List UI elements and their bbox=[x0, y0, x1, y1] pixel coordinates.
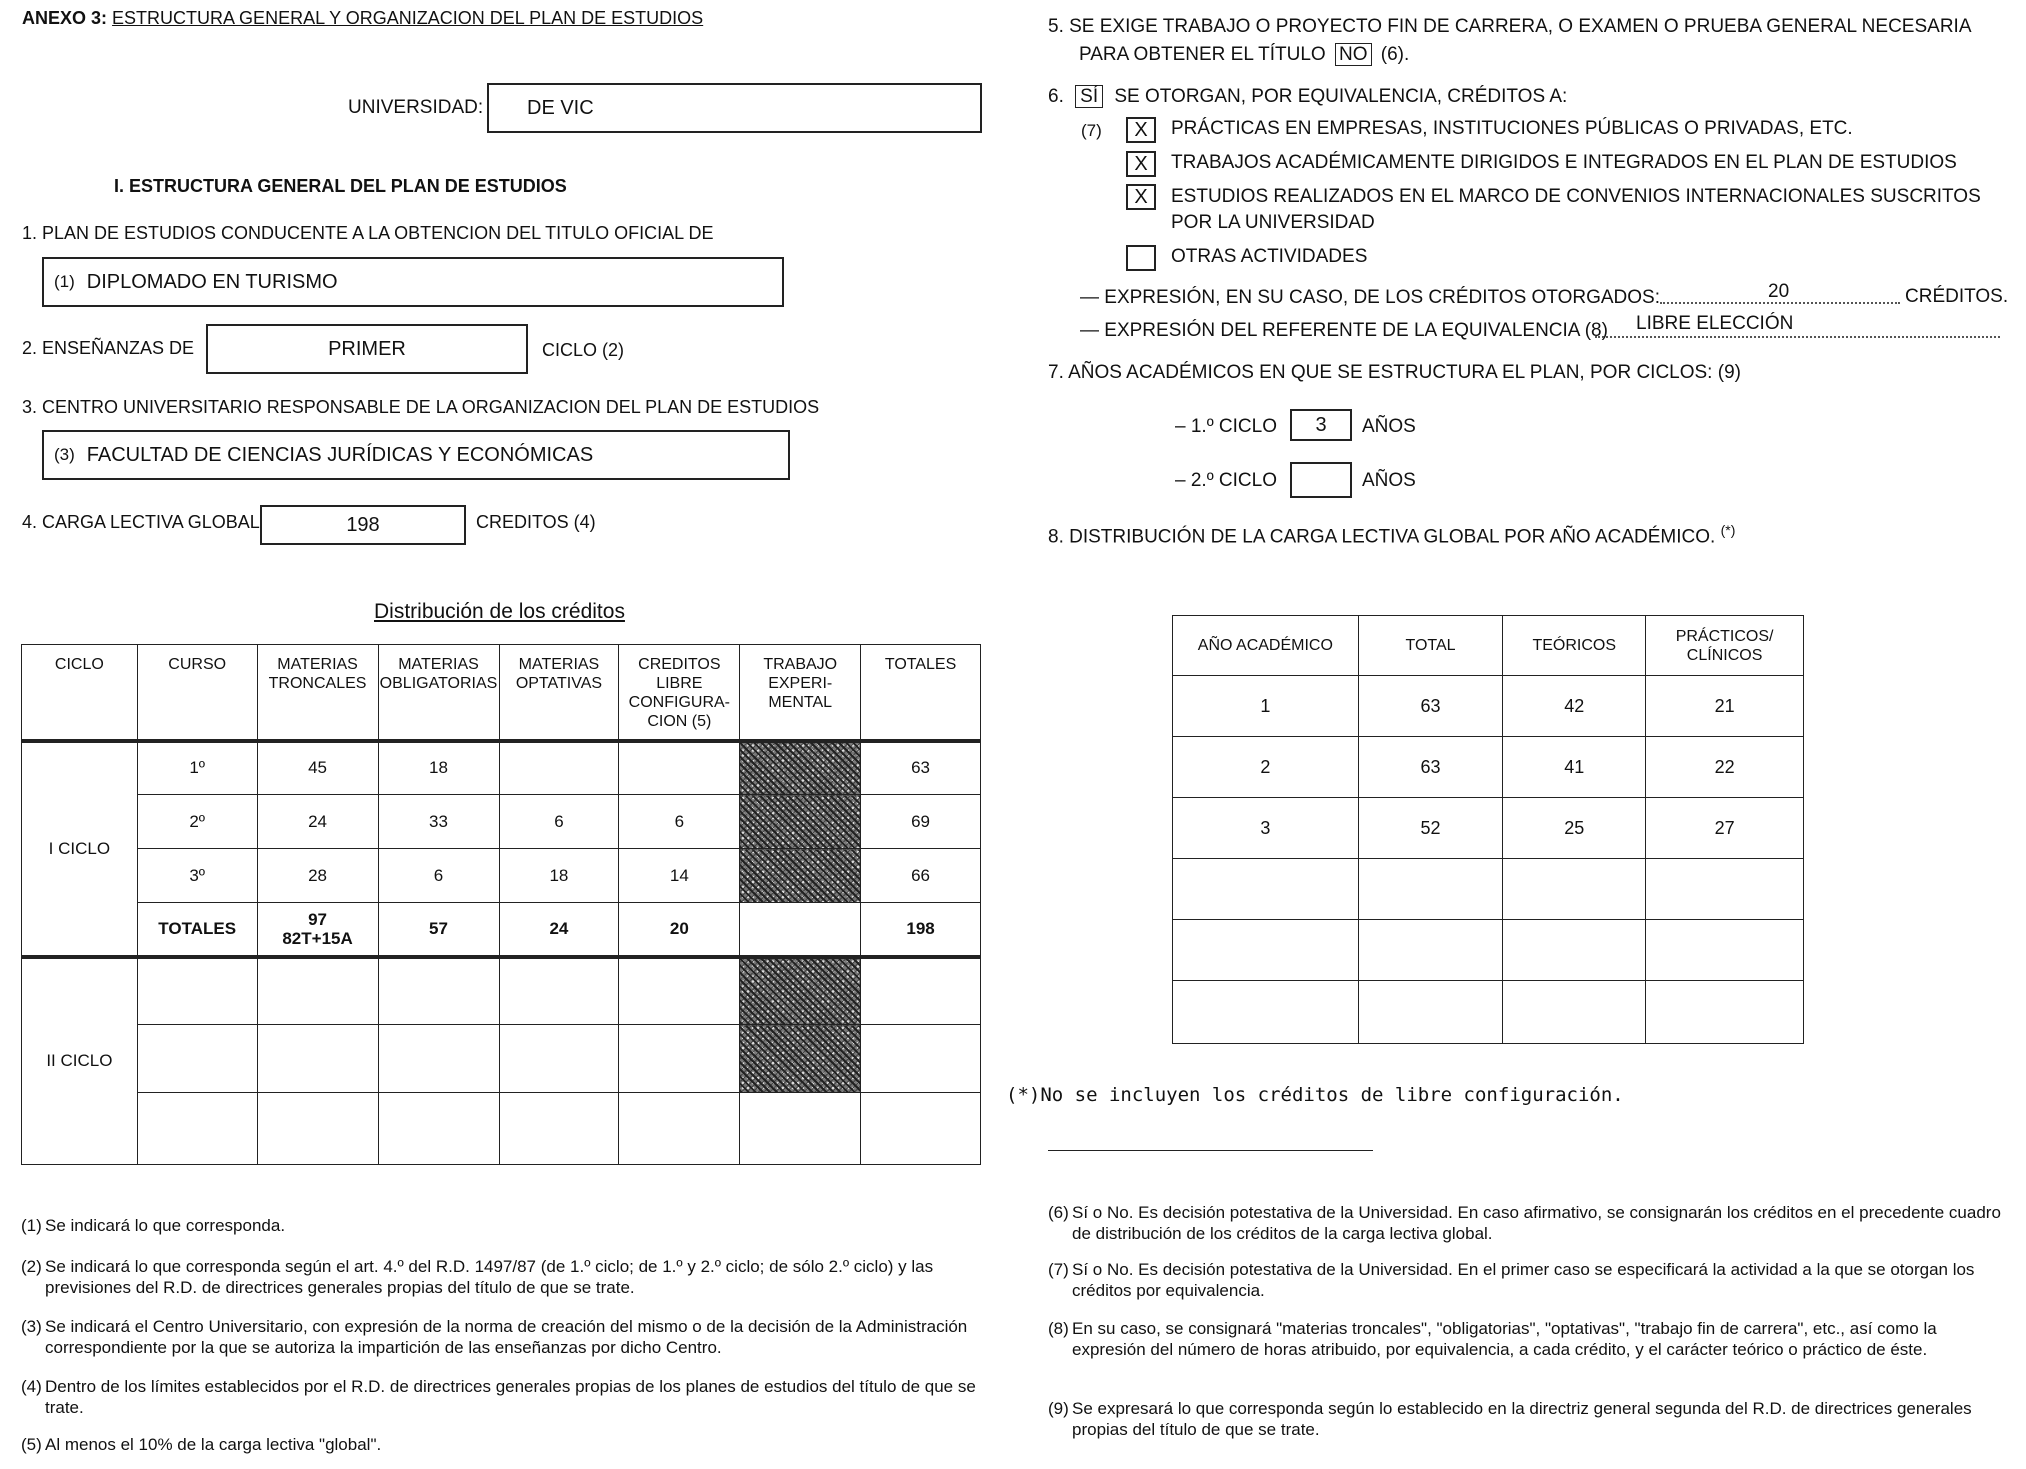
trabajo-hatched-cell bbox=[740, 741, 861, 795]
empty-cell bbox=[861, 1025, 981, 1093]
empty-cell bbox=[499, 1093, 619, 1165]
dist-title: Distribución de los créditos bbox=[374, 600, 625, 623]
footnote-text: Sí o No. Es decisión potestativa de la Universidad. En caso afirmativo, se consignarán los créditos en el precedente cuadro de distribución de los créditos de la carga lectiva global. bbox=[1072, 1203, 2001, 1243]
footnote-text: En su caso, se consignará "materias troncales", "obligatorias", "optativas", "trabajo fin de carrera", etc., así como la expresión del número de horas atribuido, por equivalencia, a cada crédito, y el carácter teórico o práctico de éste. bbox=[1072, 1319, 1937, 1359]
total-cell: 52 bbox=[1358, 798, 1503, 859]
empty-cell bbox=[1646, 859, 1804, 920]
teoricos-cell: 41 bbox=[1503, 737, 1646, 798]
item6-si-box: SÍ bbox=[1075, 85, 1103, 108]
distribucion-creditos-table bbox=[21, 644, 981, 1165]
check-practicas: X bbox=[1126, 117, 1156, 143]
item4-suffix: CREDITOS (4) bbox=[476, 512, 596, 532]
footnote-7 bbox=[1048, 1259, 2010, 1301]
ciclo1-anios-field bbox=[1290, 409, 1352, 441]
totales-cell: 66 bbox=[861, 849, 981, 903]
item6-line bbox=[1048, 86, 1567, 108]
totals-troncales-detail: 82T+15A bbox=[282, 928, 353, 948]
table-row bbox=[1173, 859, 1804, 920]
ensenanzas-value: PRIMER bbox=[328, 337, 406, 360]
empty-cell bbox=[1358, 859, 1503, 920]
empty-cell bbox=[257, 1093, 378, 1165]
empty-cell bbox=[619, 1093, 740, 1165]
footnote-text: Se expresará lo que corresponda según lo establecido en la directriz general segunda del R.D. de directrices generales propias del título de que se trate. bbox=[1072, 1399, 1972, 1439]
dist-header-trabajo: TRABAJO EXPERI- MENTAL bbox=[740, 645, 861, 741]
anio-header-teoricos: TEÓRICOS bbox=[1503, 616, 1646, 676]
empty-cell bbox=[1503, 981, 1646, 1044]
ciclo2-cell: II CICLO bbox=[22, 957, 138, 1165]
check-trabajos-label: TRABAJOS ACADÉMICAMENTE DIRIGIDOS E INTEGRADOS EN EL PLAN DE ESTUDIOS bbox=[1171, 152, 1957, 173]
dist-header-row bbox=[22, 645, 981, 741]
check-otras-label: OTRAS ACTIVIDADES bbox=[1171, 246, 1368, 267]
empty-cell bbox=[1503, 859, 1646, 920]
footnote-num: (5) bbox=[21, 1435, 42, 1454]
optativas-cell: 18 bbox=[499, 849, 619, 903]
dist-header-libre: CREDITOS LIBRE CONFIGURA- CION (5) bbox=[619, 645, 740, 741]
ciclo1-label: – 1.º CICLO bbox=[1175, 416, 1277, 437]
trabajo-hatched-cell bbox=[740, 1025, 861, 1093]
totals-troncales-value: 97 bbox=[308, 909, 328, 929]
carga-value: 198 bbox=[346, 513, 380, 536]
optativas-cell: 6 bbox=[499, 795, 619, 849]
item5-no-box: NO bbox=[1335, 43, 1372, 66]
dist-header-optativas: MATERIAS OPTATIVAS bbox=[499, 645, 619, 741]
item8-label bbox=[1048, 522, 1735, 548]
empty-cell bbox=[1358, 981, 1503, 1044]
universidad-field bbox=[487, 83, 982, 133]
empty-cell bbox=[378, 1025, 499, 1093]
anio-header-anio: AÑO ACADÉMICO bbox=[1173, 616, 1359, 676]
empty-cell bbox=[378, 1093, 499, 1165]
expr2-value: LIBRE ELECCIÓN bbox=[1636, 313, 1794, 334]
practicos-cell: 21 bbox=[1646, 676, 1804, 737]
totals-libre: 20 bbox=[619, 903, 740, 957]
table-row bbox=[1173, 676, 1804, 737]
troncales-cell: 45 bbox=[257, 741, 378, 795]
footnote-text: Al menos el 10% de la carga lectiva "global". bbox=[45, 1435, 382, 1454]
table-row bbox=[22, 957, 981, 1025]
empty-cell bbox=[861, 1093, 981, 1165]
totals-trabajo bbox=[740, 903, 861, 957]
titulo-prefix: (1) bbox=[54, 272, 75, 291]
section-title: I. ESTRUCTURA GENERAL DEL PLAN DE ESTUDIOS bbox=[114, 176, 567, 196]
total-cell: 63 bbox=[1358, 737, 1503, 798]
item2-suffix: CICLO (2) bbox=[542, 340, 625, 360]
teoricos-cell: 25 bbox=[1503, 798, 1646, 859]
centro-prefix: (3) bbox=[54, 445, 75, 464]
totals-obligatorias: 57 bbox=[378, 903, 499, 957]
trabajo-hatched-cell bbox=[740, 795, 861, 849]
table-row bbox=[22, 849, 981, 903]
check-trabajos: X bbox=[1126, 151, 1156, 177]
libre-cell: 14 bbox=[619, 849, 740, 903]
ciclo2-anios-field bbox=[1290, 462, 1352, 498]
footnote-num: (4) bbox=[21, 1377, 42, 1396]
empty-cell bbox=[619, 957, 740, 1025]
empty-cell bbox=[1173, 981, 1359, 1044]
empty-cell bbox=[257, 957, 378, 1025]
check-convenios: X bbox=[1126, 184, 1156, 210]
empty-cell bbox=[1173, 920, 1359, 981]
check-otras bbox=[1126, 245, 1156, 271]
footnote-8 bbox=[1048, 1318, 2010, 1360]
empty-cell bbox=[1358, 920, 1503, 981]
dist-header-totales: TOTALES bbox=[861, 645, 981, 741]
empty-cell bbox=[378, 957, 499, 1025]
totals-totales: 198 bbox=[861, 903, 981, 957]
titulo-field bbox=[42, 257, 784, 307]
practicos-cell: 27 bbox=[1646, 798, 1804, 859]
totals-troncales bbox=[257, 903, 378, 957]
empty-cell bbox=[1173, 859, 1359, 920]
anio-header-row bbox=[1173, 616, 1804, 676]
empty-cell bbox=[137, 1093, 257, 1165]
carga-field bbox=[260, 505, 466, 545]
footnote-3 bbox=[21, 1316, 981, 1358]
table-row bbox=[1173, 981, 1804, 1044]
curso-cell: 2º bbox=[137, 795, 257, 849]
item5-line1: 5. SE EXIGE TRABAJO O PROYECTO FIN DE CARRERA, O EXAMEN O PRUEBA GENERAL NECESARIA bbox=[1048, 16, 1972, 37]
dist-header-obligatorias: MATERIAS OBLIGATORIAS bbox=[378, 645, 499, 741]
item5-line2 bbox=[1079, 44, 1409, 66]
expr2-label: — EXPRESIÓN DEL REFERENTE DE LA EQUIVALENCIA (8) bbox=[1080, 320, 1608, 341]
footnote-9 bbox=[1048, 1398, 2010, 1440]
table-row bbox=[22, 795, 981, 849]
table-row bbox=[1173, 737, 1804, 798]
footnote-num: (9) bbox=[1048, 1399, 1069, 1418]
footnote-text: Se indicará lo que corresponda. bbox=[45, 1216, 286, 1235]
item8-star: (*) bbox=[1720, 522, 1736, 538]
item4-label: 4. CARGA LECTIVA GLOBAL bbox=[22, 512, 260, 532]
expr2-dotline bbox=[1595, 336, 2000, 338]
item6-num: 6. bbox=[1048, 86, 1064, 107]
table-row bbox=[1173, 798, 1804, 859]
footnote-num: (1) bbox=[21, 1216, 42, 1235]
empty-cell bbox=[137, 957, 257, 1025]
empty-cell bbox=[499, 1025, 619, 1093]
anio-header-total: TOTAL bbox=[1358, 616, 1503, 676]
empty-cell bbox=[619, 1025, 740, 1093]
empty-cell bbox=[499, 957, 619, 1025]
check-convenios-label: ESTUDIOS REALIZADOS EN EL MARCO DE CONVENIOS INTERNACIONALES SUSCRITOS bbox=[1171, 186, 1981, 207]
footnote-rule bbox=[1048, 1150, 1373, 1151]
optativas-cell bbox=[499, 741, 619, 795]
item6-ref: (7) bbox=[1081, 121, 1102, 140]
curso-cell: 3º bbox=[137, 849, 257, 903]
expr1-suffix: CRÉDITOS. bbox=[1905, 286, 2009, 307]
item3-label: 3. CENTRO UNIVERSITARIO RESPONSABLE DE LA ORGANIZACION DEL PLAN DE ESTUDIOS bbox=[22, 397, 820, 417]
footnote-num: (6) bbox=[1048, 1203, 1069, 1222]
item7-label: 7. AÑOS ACADÉMICOS EN QUE SE ESTRUCTURA EL PLAN, POR CICLOS: (9) bbox=[1048, 362, 1741, 383]
distribucion-anio-table bbox=[1172, 615, 1804, 1044]
ensenanzas-field bbox=[206, 324, 528, 374]
libre-cell bbox=[619, 741, 740, 795]
footnote-2 bbox=[21, 1256, 981, 1298]
trabajo-hatched-cell bbox=[740, 957, 861, 1025]
dist-header-ciclo: CICLO bbox=[22, 645, 138, 741]
check-practicas-label: PRÁCTICAS EN EMPRESAS, INSTITUCIONES PÚBLICAS O PRIVADAS, ETC. bbox=[1171, 118, 1853, 139]
footnote-text: Dentro de los límites establecidos por el R.D. de directrices generales propias de los planes de estudios del título de que se trate. bbox=[45, 1377, 976, 1417]
item8-text: 8. DISTRIBUCIÓN DE LA CARGA LECTIVA GLOBAL POR AÑO ACADÉMICO. bbox=[1048, 526, 1716, 548]
table-row bbox=[1173, 920, 1804, 981]
titulo-value: DIPLOMADO EN TURISMO bbox=[86, 270, 338, 293]
troncales-cell: 24 bbox=[257, 795, 378, 849]
troncales-cell: 28 bbox=[257, 849, 378, 903]
trabajo-hatched-cell bbox=[740, 849, 861, 903]
dist-header-curso: CURSO bbox=[137, 645, 257, 741]
total-cell: 63 bbox=[1358, 676, 1503, 737]
empty-cell bbox=[1646, 981, 1804, 1044]
universidad-label: UNIVERSIDAD: bbox=[348, 97, 484, 118]
footnote-num: (7) bbox=[1048, 1260, 1069, 1279]
anexo-heading bbox=[22, 8, 703, 29]
totales-cell: 69 bbox=[861, 795, 981, 849]
footnote-1 bbox=[21, 1215, 981, 1236]
empty-cell bbox=[1646, 920, 1804, 981]
curso-cell: 1º bbox=[137, 741, 257, 795]
item5-text: PARA OBTENER EL TÍTULO bbox=[1079, 44, 1326, 65]
empty-cell bbox=[257, 1025, 378, 1093]
expr1-value: 20 bbox=[1768, 281, 1790, 302]
note-star: (*)No se incluyen los créditos de libre configuración. bbox=[1006, 1084, 1624, 1106]
practicos-cell: 22 bbox=[1646, 737, 1804, 798]
table-row bbox=[22, 1025, 981, 1093]
obligatorias-cell: 18 bbox=[378, 741, 499, 795]
footnote-num: (8) bbox=[1048, 1319, 1069, 1338]
universidad-value: DE VIC bbox=[527, 96, 594, 119]
teoricos-cell: 42 bbox=[1503, 676, 1646, 737]
empty-cell bbox=[861, 957, 981, 1025]
ciclo1-anios-value: 3 bbox=[1315, 413, 1327, 436]
anio-cell: 3 bbox=[1173, 798, 1359, 859]
footnote-4 bbox=[21, 1376, 981, 1418]
footnote-text: Sí o No. Es decisión potestativa de la Universidad. En el primer caso se especificará la actividad a la que se otorgan los créditos por equivalencia. bbox=[1072, 1260, 1975, 1300]
item5-suffix: (6). bbox=[1380, 44, 1410, 65]
footnote-text: Se indicará lo que corresponda según el art. 4.º del R.D. 1497/87 (de 1.º ciclo; de 1.º y 2.º ciclo; de sólo 2.º ciclo) y las previsiones del R.D. de directrices generales propias del título de que se trate. bbox=[45, 1257, 934, 1297]
libre-cell: 6 bbox=[619, 795, 740, 849]
anio-cell: 1 bbox=[1173, 676, 1359, 737]
footnote-num: (3) bbox=[21, 1317, 42, 1336]
totals-row bbox=[22, 903, 981, 957]
item2-label: 2. ENSEÑANZAS DE bbox=[22, 338, 195, 358]
ciclo1-anios-label: AÑOS bbox=[1362, 416, 1416, 437]
ciclo2-label: – 2.º CICLO bbox=[1175, 470, 1277, 491]
totals-optativas: 24 bbox=[499, 903, 619, 957]
empty-cell bbox=[1503, 920, 1646, 981]
dist-header-troncales: MATERIAS TRONCALES bbox=[257, 645, 378, 741]
footnote-num: (2) bbox=[21, 1257, 42, 1276]
footnote-5 bbox=[21, 1434, 981, 1455]
empty-cell bbox=[137, 1025, 257, 1093]
anio-cell: 2 bbox=[1173, 737, 1359, 798]
expr1-label: — EXPRESIÓN, EN SU CASO, DE LOS CRÉDITOS OTORGADOS: bbox=[1080, 287, 1660, 308]
footnote-6 bbox=[1048, 1202, 2010, 1244]
anio-header-practicos: PRÁCTICOS/ CLÍNICOS bbox=[1646, 616, 1804, 676]
table-row bbox=[22, 1093, 981, 1165]
check-convenios-label2: POR LA UNIVERSIDAD bbox=[1171, 212, 1375, 233]
ciclo2-anios-label: AÑOS bbox=[1362, 470, 1416, 491]
item1-label: 1. PLAN DE ESTUDIOS CONDUCENTE A LA OBTENCION DEL TITULO OFICIAL DE bbox=[22, 223, 714, 243]
table-row bbox=[22, 741, 981, 795]
item6-text: SE OTORGAN, POR EQUIVALENCIA, CRÉDITOS A: bbox=[1114, 86, 1568, 107]
obligatorias-cell: 6 bbox=[378, 849, 499, 903]
centro-value: FACULTAD DE CIENCIAS JURÍDICAS Y ECONÓMICAS bbox=[86, 443, 594, 466]
totales-cell: 63 bbox=[861, 741, 981, 795]
ciclo1-cell: I CICLO bbox=[22, 741, 138, 957]
obligatorias-cell: 33 bbox=[378, 795, 499, 849]
centro-field bbox=[42, 430, 790, 480]
footnote-text: Se indicará el Centro Universitario, con expresión de la norma de creación del mismo o de la decisión de la Administración correspondiente por la que se autoriza la impartición de las enseñanzas por dicho Centro. bbox=[45, 1317, 968, 1357]
anexo-title: ESTRUCTURA GENERAL Y ORGANIZACION DEL PLAN DE ESTUDIOS bbox=[112, 8, 704, 28]
empty-cell bbox=[740, 1093, 861, 1165]
anexo-label: ANEXO 3: bbox=[22, 8, 108, 28]
totals-label: TOTALES bbox=[137, 903, 257, 957]
